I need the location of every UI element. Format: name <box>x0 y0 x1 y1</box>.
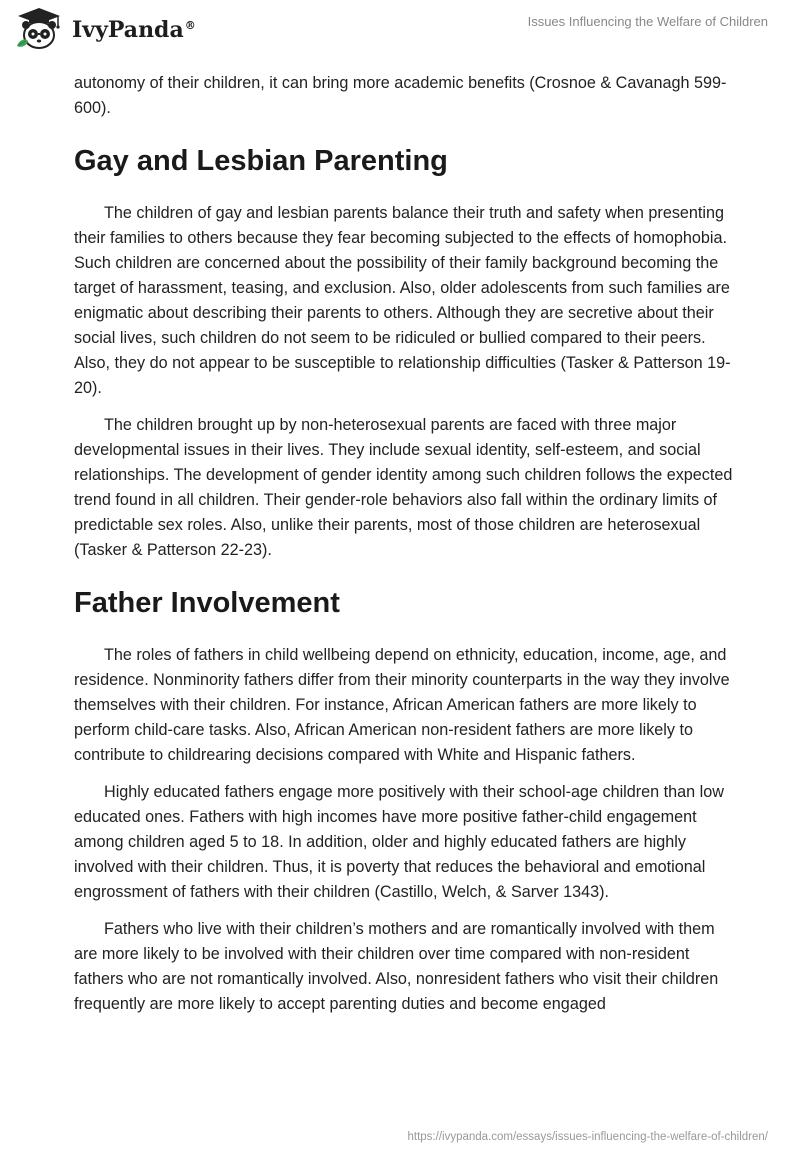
paragraph: The roles of fathers in child wellbeing depend on ethnicity, education, income, age, and residence. Nonminority fathers differ from their minority counterparts in the way they involve themselves with their children. For instance, African American fathers are more likely to perform child-care tasks. Also, African American non-resident fathers are more likely to contribute to childrearing decisions compared with White and Hispanic fathers. <box>74 646 730 764</box>
section-heading-father-involvement: Father Involvement <box>74 587 340 619</box>
ivypanda-logo[interactable] <box>14 6 196 50</box>
paragraph: The children brought up by non-heterosexual parents are faced with three major developmental issues in their lives. They include sexual identity, self-esteem, and social relationships. The development of gender identity among such children follows the expected trend found in all children. Their gender-role behaviors also fall within the ordinary limits of predictable sex roles. Also, unlike their parents, most of those children are heterosexual (Tasker & Patterson 22-23). <box>74 416 733 559</box>
registered-mark: ® <box>184 18 196 32</box>
article-body <box>74 71 734 1029</box>
section-heading-gay-lesbian-parenting: Gay and Lesbian Parenting <box>74 145 448 177</box>
logo-wordmark: IvyPanda® <box>72 17 196 43</box>
paragraph: The children of gay and lesbian parents balance their truth and safety when presenting their families to others because they fear becoming subjected to the effects of homophobia. Such children are concerned about the possibility of their family background becoming the target of harassment, teasing, and exclusion. Also, older adolescents from such families are enigmatic about describing their parents to others. Although they are secretive about their social lives, such children do not seem to be ridiculed or bullied compared to their peers. Also, they do not appear to be susceptible to relationship difficulties (Tasker & Patterson 19-20). <box>74 204 731 397</box>
page-header <box>0 0 800 56</box>
intro-paragraph: autonomy of their children, it can bring more academic benefits (Crosnoe & Cavanagh 599-600). <box>74 74 727 117</box>
paragraph: Highly educated fathers engage more positively with their school-age children than low educated ones. Fathers with high incomes have more positive father-child engagement among children aged 5 to 18. In addition, older and highly educated fathers are highly involved with their children. Thus, it is poverty that reduces the behavioral and emotional engrossment of fathers with their children (Castillo, Welch, & Sarver 1343). <box>74 783 724 901</box>
document-title: Issues Influencing the Welfare of Children <box>527 14 768 29</box>
source-url-link[interactable]: https://ivypanda.com/essays/issues-influencing-the-welfare-of-children/ <box>407 1131 768 1143</box>
panda-graduate-icon <box>14 6 64 50</box>
paragraph: Fathers who live with their children’s mothers and are romantically involved with them are more likely to be involved with their children over time compared with non-resident fathers who are not romantically involved. Also, nonresident fathers who visit their children frequently are more likely to accept parenting duties and become engaged <box>74 920 719 1013</box>
